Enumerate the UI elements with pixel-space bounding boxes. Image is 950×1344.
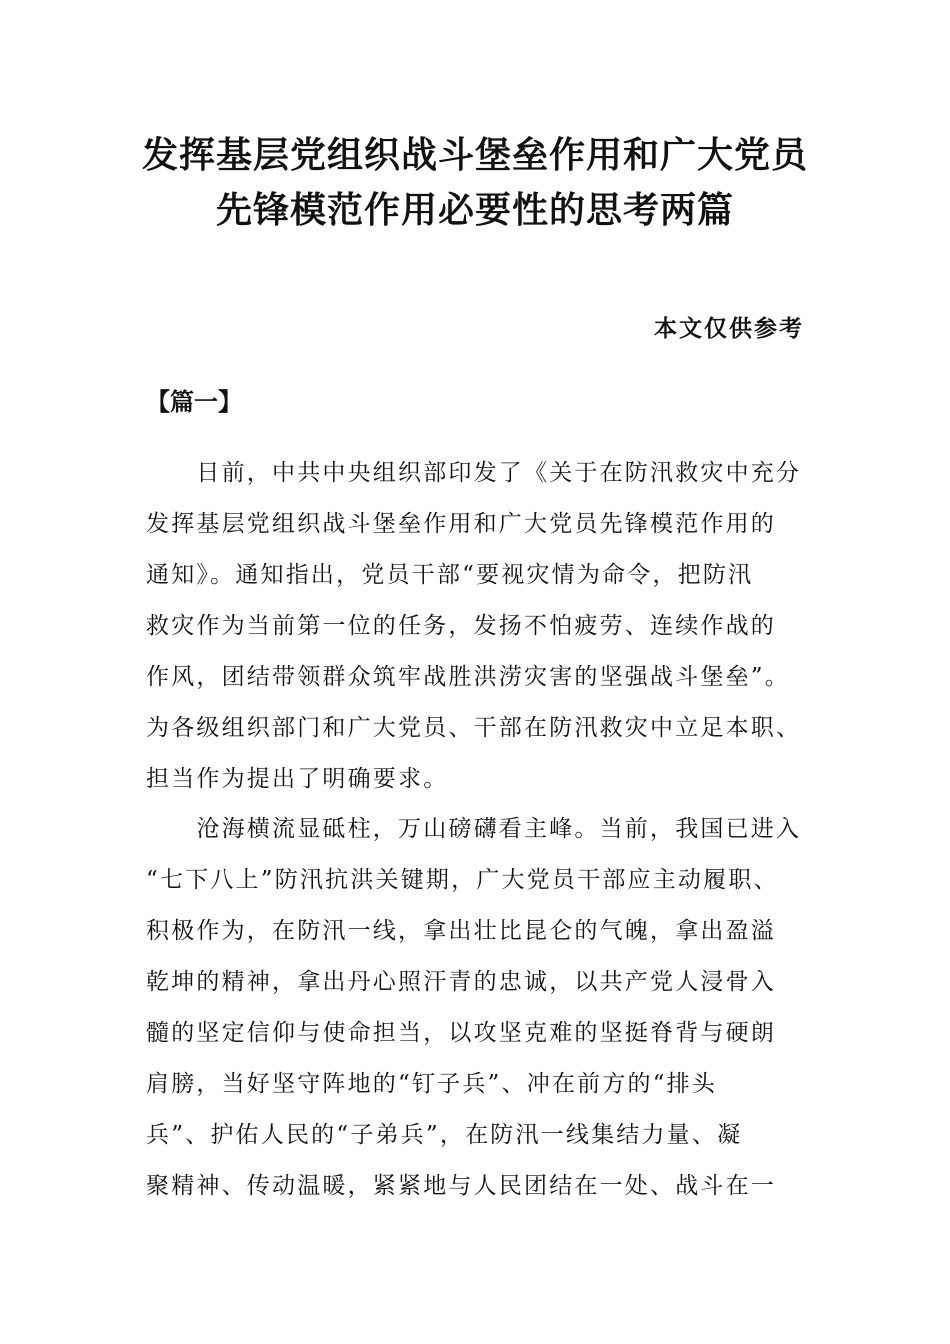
section-heading: 【篇一】 — [146, 388, 242, 416]
paragraph-line: 为各级组织部门和广大党员、干部在防汛救灾中立足本职、 — [146, 715, 802, 741]
paragraph-line: 发挥基层党组织战斗堡垒作用和广大党员先锋模范作用的 — [146, 511, 776, 537]
paragraph-line: 作风，团结带领群众筑牢战胜洪涝灾害的坚强战斗堡垒”。 — [146, 664, 790, 690]
paragraph-2 — [146, 804, 806, 1212]
reference-note: 本文仅供参考 — [654, 315, 804, 342]
paragraph-line: 聚精神、传动温暖，紧紧地与人民团结在一处、战斗在一 — [146, 1173, 776, 1199]
paragraph-line: 日前，中共中央组织部印发了《关于在防汛救灾中充分 — [146, 460, 802, 486]
paragraph-line: 救灾作为当前第一位的任务，发扬不怕疲劳、连续作战的 — [146, 613, 776, 639]
paragraph-line: “七下八上”防汛抗洪关键期，广大党员干部应主动履职、 — [146, 867, 779, 893]
document-title-line-2: 先锋模范作用必要性的思考两篇 — [215, 190, 734, 231]
paragraph-line: 通知》。通知指出，党员干部“要视灾情为命令，把防汛 — [146, 562, 754, 588]
paragraph-line: 肩膀，当好坚守阵地的“钉子兵”、冲在前方的“排头 — [146, 1071, 718, 1097]
paragraph-line: 兵”、护佑人民的“子弟兵”，在防汛一线集结力量、凝 — [146, 1122, 743, 1148]
paragraph-line: 髓的坚定信仰与使命担当，以攻坚克难的坚挺脊背与硬朗 — [146, 1020, 776, 1046]
paragraph-line: 担当作为提出了明确要求。 — [146, 766, 449, 792]
paragraph-line: 沧海横流显砥柱，万山磅礴看主峰。当前，我国已进入 — [146, 816, 802, 842]
paragraph-line: 乾坤的精神，拿出丹心照汗青的忠诚，以共产党人浸骨入 — [146, 969, 776, 995]
paragraph-line: 积极作为，在防汛一线，拿出壮比昆仑的气魄，拿出盈溢 — [146, 918, 776, 944]
paragraph-1 — [146, 448, 806, 805]
document-title-line-1: 发挥基层党组织战斗堡垒作用和广大党员 — [141, 135, 808, 176]
